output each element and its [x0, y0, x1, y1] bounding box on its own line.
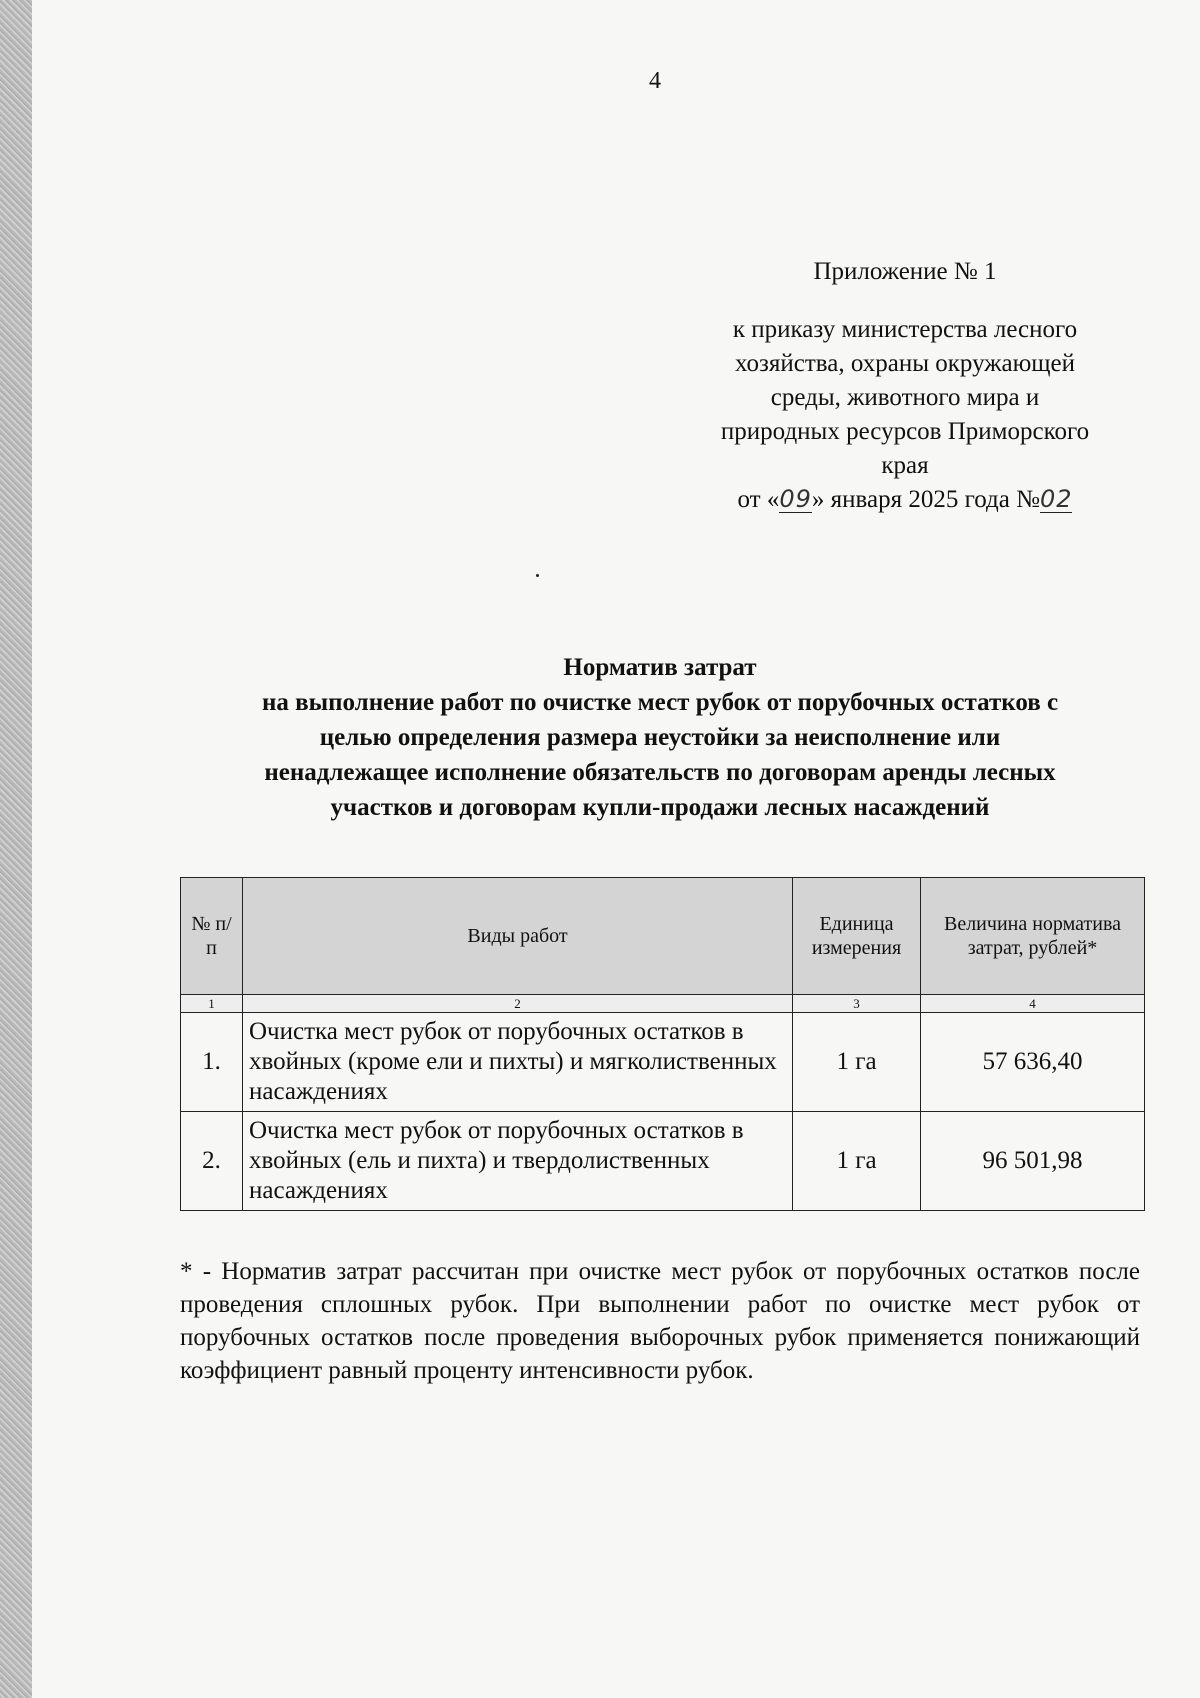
- header-work-type: Виды работ: [243, 878, 793, 995]
- appendix-title: Приложение № 1: [813, 258, 997, 285]
- cost-norm-table: [180, 877, 1145, 1211]
- row-unit: 1 га: [793, 1112, 921, 1211]
- table-header-row: [181, 878, 1145, 995]
- column-number-row: [181, 995, 1145, 1013]
- scan-speck: [536, 574, 539, 577]
- handwritten-order-number: 02: [1039, 485, 1073, 513]
- column-number: 3: [793, 995, 921, 1013]
- row-number: 2.: [181, 1112, 243, 1211]
- appendix-body: к приказу министерства лесного хозяйства, охраны окружающей среды, животного мира и природных ресурсов Приморского края: [720, 316, 1090, 479]
- row-cost-value: 57 636,40: [921, 1013, 1145, 1112]
- table-row: [181, 1112, 1145, 1211]
- handwritten-day: 09: [779, 485, 812, 513]
- row-work-type: Очистка мест рубок от порубочных остатков в хвойных (ель и пихта) и твердолиственных насаждениях: [243, 1112, 793, 1211]
- date-prefix: от «: [737, 486, 780, 513]
- scan-border: [0, 0, 32, 1698]
- header-number: № п/п: [181, 878, 243, 995]
- appendix-block: [690, 255, 1120, 517]
- header-cost-value: Величина норматива затрат, рублей*: [921, 878, 1145, 995]
- document-title: [180, 650, 1140, 825]
- document-title-subtitle: на выполнение работ по очистке мест рубок от порубочных остатков с целью определения размера неустойки за неисполнение или ненадлежащее исполнение обязательств по договорам аренды лесных участков и договорам купли-продажи лесных насаждений: [261, 689, 1059, 821]
- column-number: 4: [921, 995, 1145, 1013]
- row-unit: 1 га: [793, 1013, 921, 1112]
- table-row: [181, 1013, 1145, 1112]
- order-date-line: [690, 483, 1120, 517]
- row-work-type: Очистка мест рубок от порубочных остатков в хвойных (кроме ели и пихты) и мягколиственных насаждениях: [243, 1013, 793, 1112]
- column-number: 1: [181, 995, 243, 1013]
- document-title-main: Норматив затрат: [563, 654, 757, 681]
- row-number: 1.: [181, 1013, 243, 1112]
- row-cost-value: 96 501,98: [921, 1112, 1145, 1211]
- column-number: 2: [243, 995, 793, 1013]
- page-number: 4: [649, 68, 661, 94]
- date-middle: » января 2025 года №: [811, 486, 1040, 513]
- footnote: * - Норматив затрат рассчитан при очистке мест рубок от порубочных остатков после проведения сплошных рубок. При выполнении работ по очистке мест рубок от порубочных остатков после проведения выборочных рубок применяется понижающий коэффициент равный проценту интенсивности рубок.: [180, 1258, 1140, 1384]
- header-unit: Единица измерения: [793, 878, 921, 995]
